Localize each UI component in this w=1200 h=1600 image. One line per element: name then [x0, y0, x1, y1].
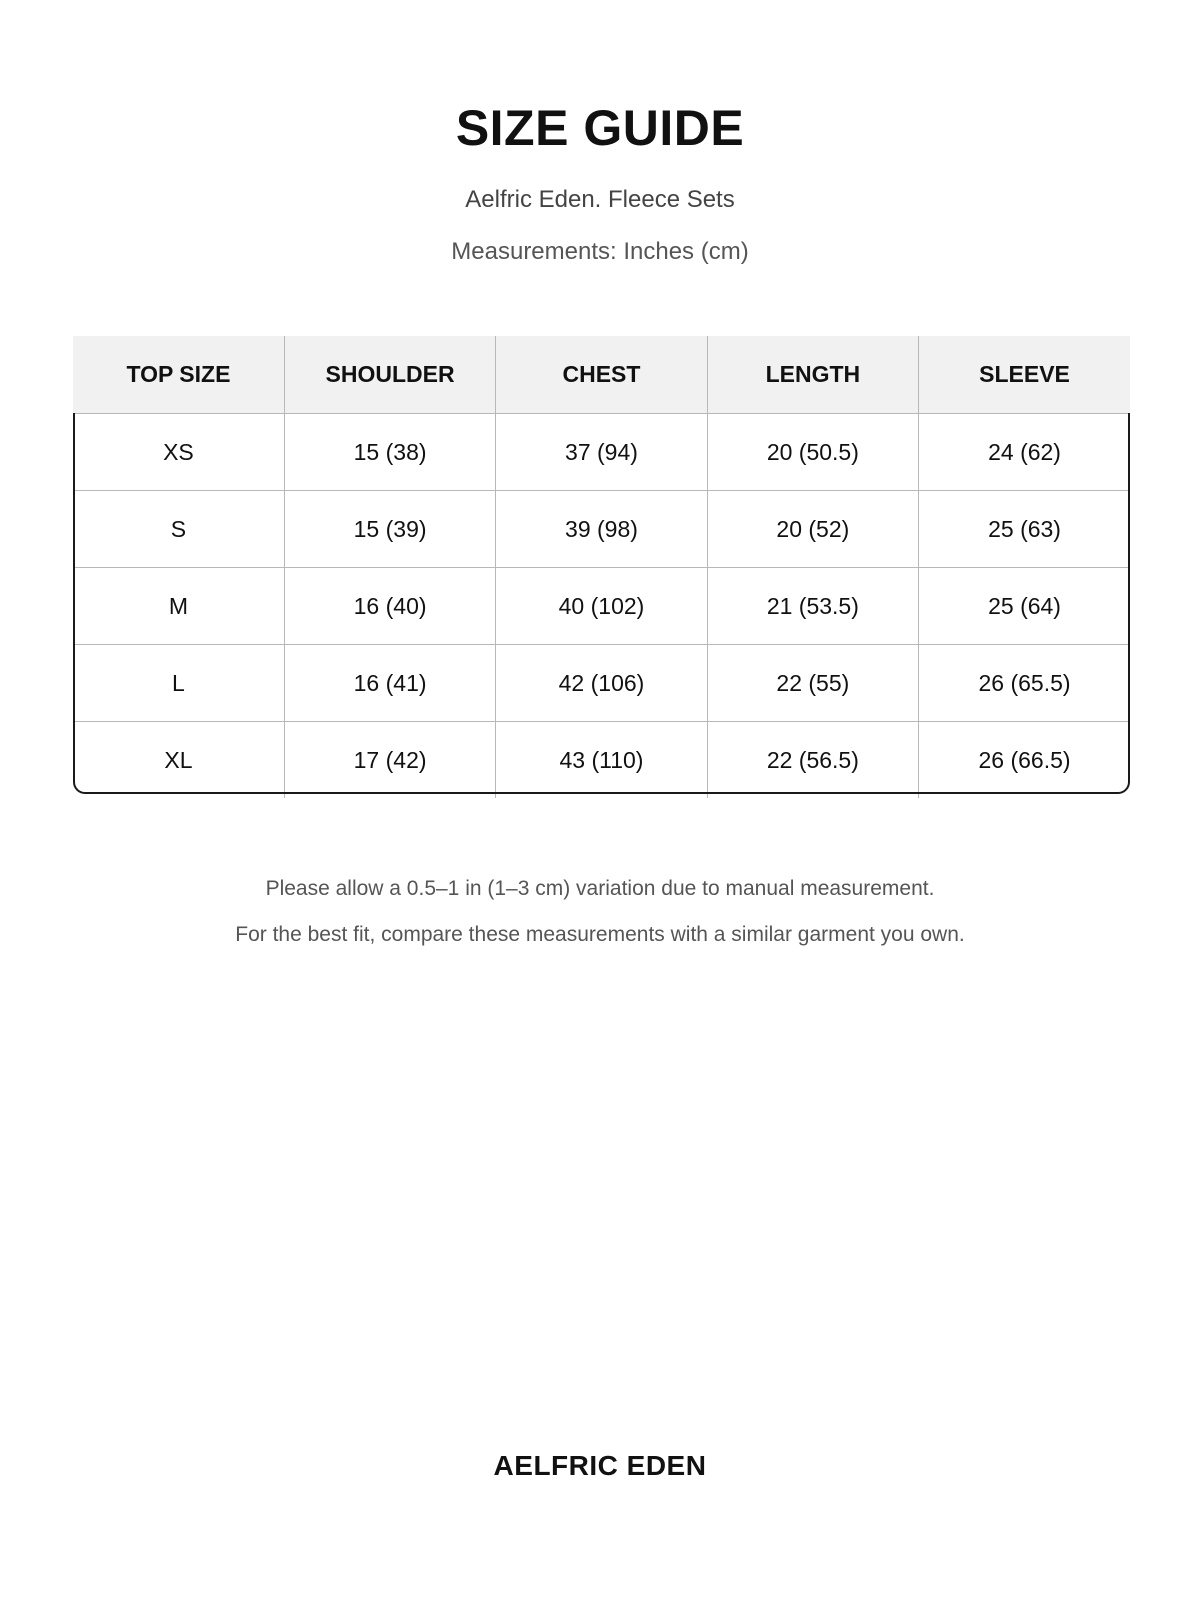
table-row	[73, 568, 1130, 645]
cell-length: 22 (56.5)	[707, 722, 918, 799]
column-header-chest: CHEST	[496, 336, 707, 414]
brand-footer: AELFRIC EDEN	[493, 1450, 707, 1481]
measurement-units: Measurements: Inches (cm)	[451, 238, 749, 265]
column-header-shoulder: SHOULDER	[284, 336, 495, 414]
cell-shoulder: 16 (40)	[284, 568, 495, 645]
fit-advice-note: For the best fit, compare these measurements with a similar garment you own.	[235, 923, 965, 946]
table-row	[73, 491, 1130, 568]
cell-sleeve: 24 (62)	[919, 414, 1130, 491]
variation-note: Please allow a 0.5–1 in (1–3 cm) variation due to manual measurement.	[265, 877, 935, 900]
cell-shoulder: 15 (39)	[284, 491, 495, 568]
cell-size: XL	[73, 722, 284, 799]
table-row	[73, 645, 1130, 722]
cell-chest: 40 (102)	[496, 568, 707, 645]
cell-size: M	[73, 568, 284, 645]
cell-sleeve: 26 (66.5)	[919, 722, 1130, 799]
page-title: SIZE GUIDE	[455, 100, 745, 156]
cell-sleeve: 25 (63)	[919, 491, 1130, 568]
cell-length: 20 (50.5)	[707, 414, 918, 491]
cell-sleeve: 26 (65.5)	[919, 645, 1130, 722]
cell-length: 20 (52)	[707, 491, 918, 568]
cell-size: L	[73, 645, 284, 722]
cell-shoulder: 17 (42)	[284, 722, 495, 799]
size-table-container	[73, 336, 1130, 794]
table-header-row	[73, 336, 1130, 414]
column-header-top-size: TOP SIZE	[73, 336, 284, 414]
cell-chest: 42 (106)	[496, 645, 707, 722]
column-header-sleeve: SLEEVE	[919, 336, 1130, 414]
table-row	[73, 722, 1130, 799]
product-subtitle: Aelfric Eden. Fleece Sets	[465, 186, 735, 213]
cell-sleeve: 25 (64)	[919, 568, 1130, 645]
cell-chest: 37 (94)	[496, 414, 707, 491]
cell-shoulder: 16 (41)	[284, 645, 495, 722]
cell-chest: 39 (98)	[496, 491, 707, 568]
cell-shoulder: 15 (38)	[284, 414, 495, 491]
size-table	[73, 336, 1130, 798]
cell-chest: 43 (110)	[496, 722, 707, 799]
cell-size: S	[73, 491, 284, 568]
cell-length: 22 (55)	[707, 645, 918, 722]
column-header-length: LENGTH	[707, 336, 918, 414]
table-row	[73, 414, 1130, 491]
cell-size: XS	[73, 414, 284, 491]
cell-length: 21 (53.5)	[707, 568, 918, 645]
